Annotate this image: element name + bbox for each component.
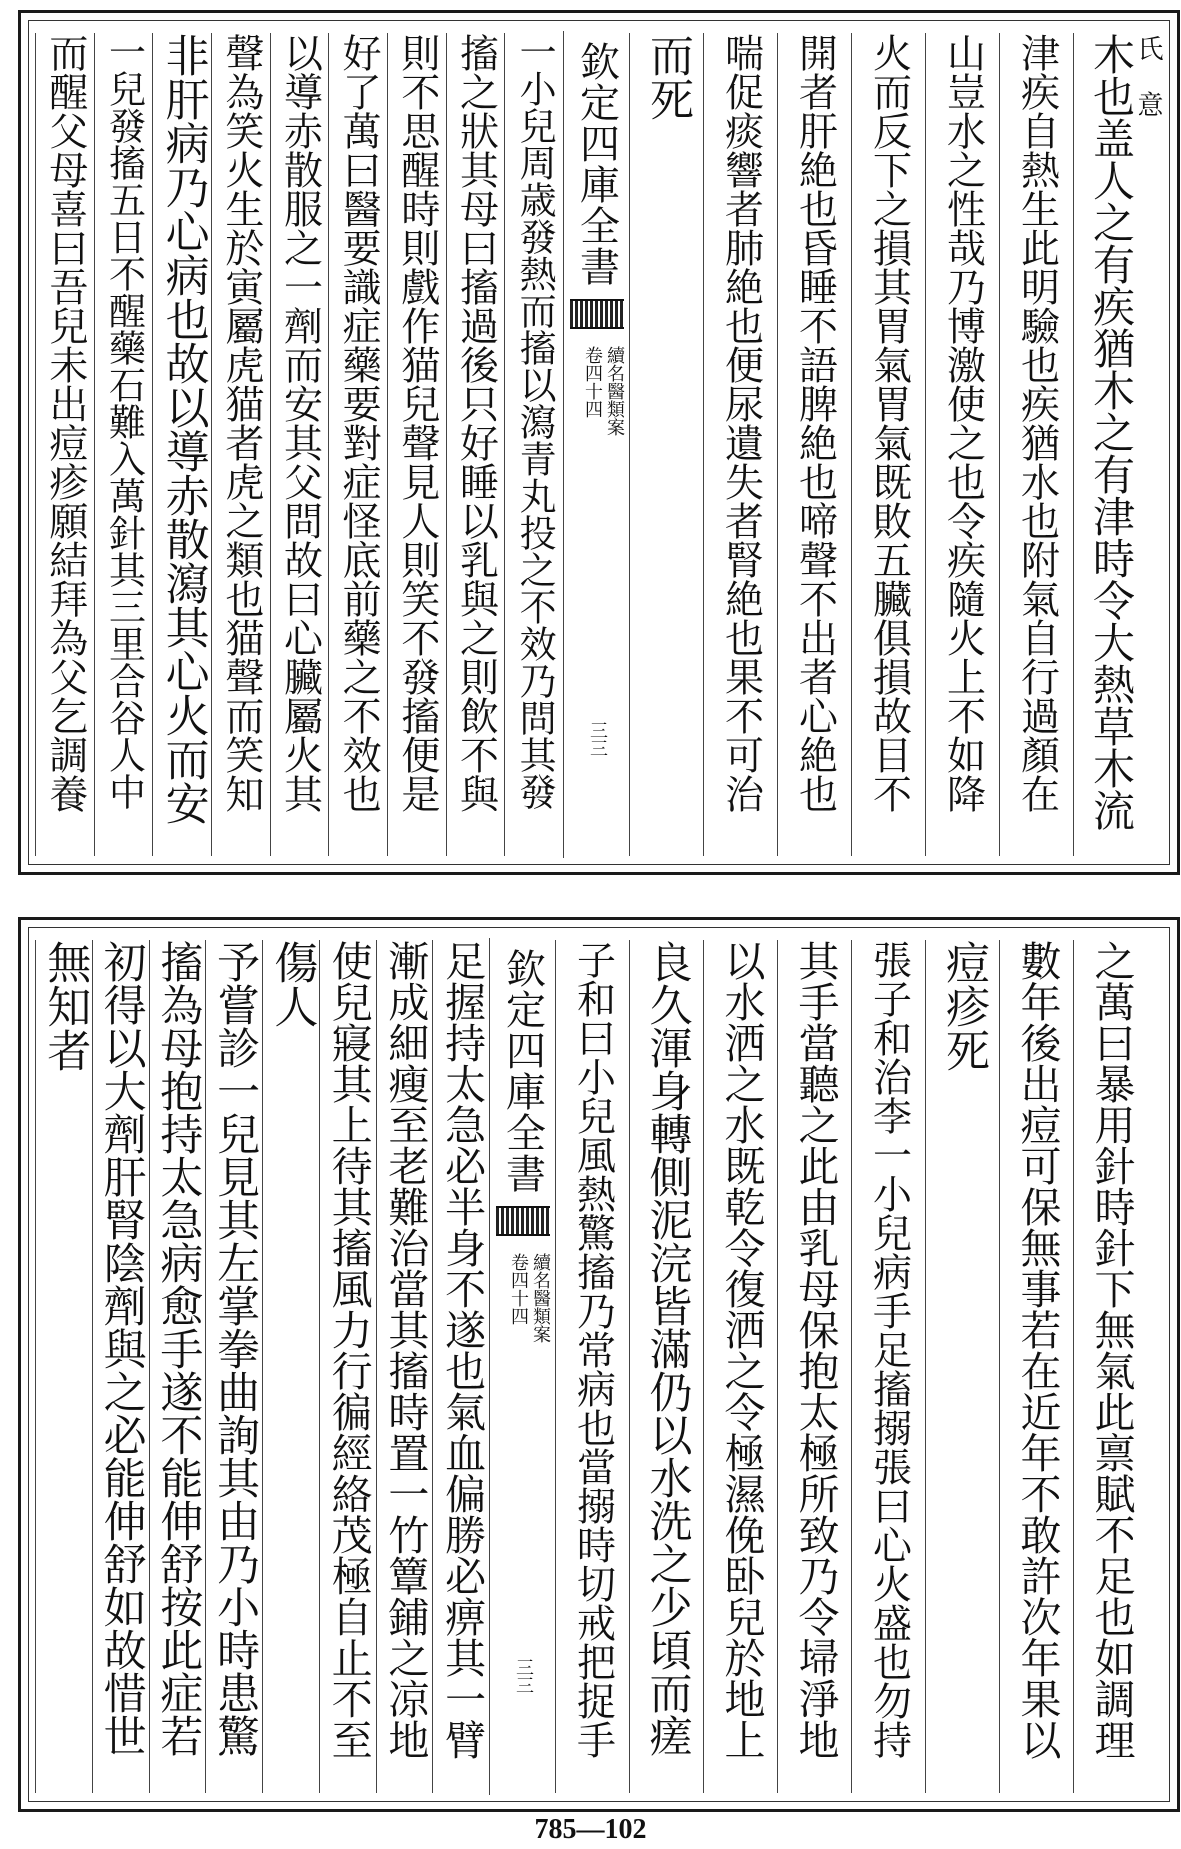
column-text: 好了萬曰醫要識症藥要對症怪底前藥之不效也 [336, 33, 382, 813]
column-text: 無知者 [39, 940, 91, 1072]
column-text: 使兒寢其上待其搐風力行徧經絡茂極自止不至 [324, 940, 373, 1760]
text-column [92, 940, 150, 1793]
folio-number: 三三 [513, 1658, 534, 1694]
text-column [94, 33, 154, 856]
text-column [432, 940, 490, 1793]
column-text: 其手當聽之此由乳母保抱太極所致乃令埽淨地 [791, 940, 840, 1760]
column-text: 非肝病乃心病也故以導赤散瀉其心火而安 [157, 33, 209, 825]
column-text: 木也盖人之有疾猶木之有津時令大熱草木流 [1087, 33, 1136, 831]
column-text: 火而反下之損其胃氣胃氣既敗五臟俱損故目不 [866, 33, 912, 813]
column-text: 開者肝絶也昏睡不語脾絶也啼聲不出者心絶也 [792, 33, 838, 813]
fish-tail-mark [496, 1206, 550, 1236]
text-column [35, 940, 93, 1793]
column-text: 足握持太急必半身不遂也氣血偏勝必痹其一臂 [438, 940, 487, 1760]
margin-book-line: 卷四十四 [508, 1253, 529, 1325]
text-column [152, 33, 212, 856]
text-column [555, 940, 630, 1793]
column-text: 一小兒周歳發熱而搐以瀉青丸投之不效乃問其發 [513, 33, 557, 810]
column-text: 以導赤散服之一劑而安其父問故曰心臟屬火其 [277, 33, 323, 813]
page-number: 785—102 [534, 1814, 647, 1845]
text-column [777, 940, 852, 1793]
text-column [328, 33, 388, 856]
text-column [629, 33, 704, 856]
text-column [504, 33, 564, 856]
margin-book-line: 卷四十四 [582, 346, 603, 418]
column-text: 而醒父母喜曰吾兒未出痘疹願結拜為父乞調養 [42, 33, 88, 813]
bottom-page [18, 917, 1180, 1812]
text-column [777, 33, 852, 856]
text-column [925, 33, 1000, 856]
column-text: 良久渾身轉側泥浣皆滿仍以水洗之少頃而瘥 [642, 940, 693, 1757]
text-column [387, 33, 447, 856]
column-text: 山豈水之性哉乃博激使之也令疾隨火上不如降 [940, 33, 986, 813]
margin-book-title [507, 1253, 551, 1343]
margin-title: 欽定四庫全書 [499, 948, 546, 1194]
column-text: 初得以大劑肝腎陰劑與之必能伸舒如故惜世 [96, 940, 147, 1757]
text-column [149, 940, 207, 1793]
column-text: 痘疹死 [938, 940, 989, 1072]
annotation-line-1: 氏 [1133, 35, 1163, 61]
text-column [629, 940, 704, 1793]
text-column [999, 33, 1074, 856]
top-page [18, 10, 1180, 875]
text-column [262, 940, 320, 1793]
column-text: 則不思醒時則戲作猫兒聲見人則笑不發搐便是 [394, 33, 440, 813]
text-column [999, 940, 1074, 1793]
margin-book-line: 續名醫類案 [604, 346, 625, 436]
column-text: 之萬曰暴用針時針下無氣此禀賦不足也如調理 [1087, 940, 1136, 1760]
text-column [270, 33, 330, 856]
text-column [211, 33, 271, 856]
column-text: 搐之狀其母曰搐過後只好睡以乳與之則飲不與 [453, 33, 499, 813]
column-text: 而死 [642, 33, 693, 121]
column-text: 喘促痰響者肺絶也便尿遺失者腎絶也果不可治 [718, 33, 764, 813]
text-column [851, 940, 926, 1793]
center-margin [563, 31, 630, 858]
margin-title: 欽定四庫全書 [573, 41, 620, 287]
text-column [1073, 33, 1148, 856]
column-text: 漸成細瘦至老難治當其搐時置一竹簟鋪之凉地 [381, 940, 430, 1760]
text-column [376, 940, 434, 1793]
text-column [703, 940, 778, 1793]
fish-tail-mark [570, 299, 624, 329]
annotation-line-2: 意 [1133, 91, 1163, 117]
margin-book-title [581, 346, 625, 436]
column-text: 數年後出痘可保無事若在近年不敢許次年果以 [1013, 940, 1062, 1760]
column-text: 津疾自熱生此明驗也疾猶水也附氣自行過顏在 [1014, 33, 1060, 813]
column-text: 一兒發搐五日不醒藥石難入萬針其三里合谷人中 [102, 33, 146, 810]
column-text: 搐為母抱持太急病愈手遂不能伸舒按此症若 [153, 940, 204, 1757]
text-column [446, 33, 506, 856]
center-margin [489, 938, 556, 1795]
text-column [851, 33, 926, 856]
column-text: 傷人 [266, 940, 318, 1028]
margin-book-line: 續名醫類案 [530, 1253, 551, 1343]
text-column [925, 940, 1000, 1793]
text-column [205, 940, 263, 1793]
folio-number: 三三 [587, 721, 608, 757]
column-text: 子和曰小兒風熱驚搐乃常病也當搦時切戒把捉手 [570, 940, 616, 1759]
column-text: 以水洒之水既乾令復洒之令極濕俛卧兒於地上 [717, 940, 766, 1760]
column-text: 聲為笑火生於寅屬虎猫者虎之類也猫聲而笑知 [218, 33, 264, 813]
column-text: 張子和治李一小兒病手足搐搦張曰心火盛也勿持 [866, 940, 912, 1759]
column-text: 予嘗診一兒見其左掌拳曲詢其由乃小時患驚 [210, 940, 261, 1757]
text-column [319, 940, 377, 1793]
text-column [1073, 940, 1148, 1793]
text-column [35, 33, 95, 856]
text-column [703, 33, 778, 856]
